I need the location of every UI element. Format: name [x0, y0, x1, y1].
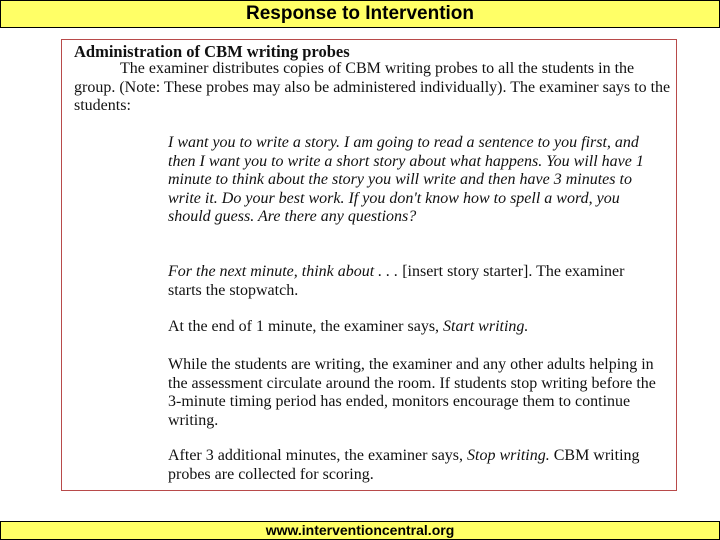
starter-rest: [insert story starter]. The examiner starts the stopwatch.: [168, 263, 625, 299]
end-cue: Start writing.: [443, 318, 529, 335]
header-title: Response to Intervention: [245, 3, 475, 24]
document-scan: [61, 39, 677, 491]
during-paragraph: While the students are writing, the examiner and any other adults helping in the assessment circulate around the room. If students stop writing before the 3-minute timing period has ended, monitors encourage them to continue writing.: [168, 356, 656, 429]
end-text: At the end of 1 minute, the examiner says,: [168, 318, 440, 335]
footer-url: www.interventioncentral.org: [265, 522, 455, 538]
stop-cue: Stop writing.: [467, 447, 550, 464]
stop-rest: CBM writing probes are collected for scoring.: [168, 447, 640, 483]
end-paragraph: [168, 318, 658, 337]
footer-banner: [0, 521, 720, 540]
examiner-script: I want you to write a story. I am going to read a sentence to you first, and then I want you to write a short story about what happens. You will have 1 minute to think about the story you will write and then have 3 minutes to write it. Do your best work. If you don't know how to spell a word, you should guess. Are there any questions?: [168, 134, 644, 225]
header-banner: [0, 0, 720, 28]
stop-text: After 3 additional minutes, the examiner says,: [168, 447, 464, 464]
intro-text: The examiner distributes copies of CBM writing probes to all the students in the group. (Note: These probes may also be administered individually). The examiner says to the students:: [74, 60, 671, 114]
starter-paragraph: [168, 263, 658, 300]
stop-paragraph: [168, 447, 658, 484]
intro-paragraph: [74, 60, 676, 116]
starter-prompt: For the next minute, think about . . .: [168, 263, 399, 280]
document-title: Administration of CBM writing probes: [74, 42, 350, 61]
